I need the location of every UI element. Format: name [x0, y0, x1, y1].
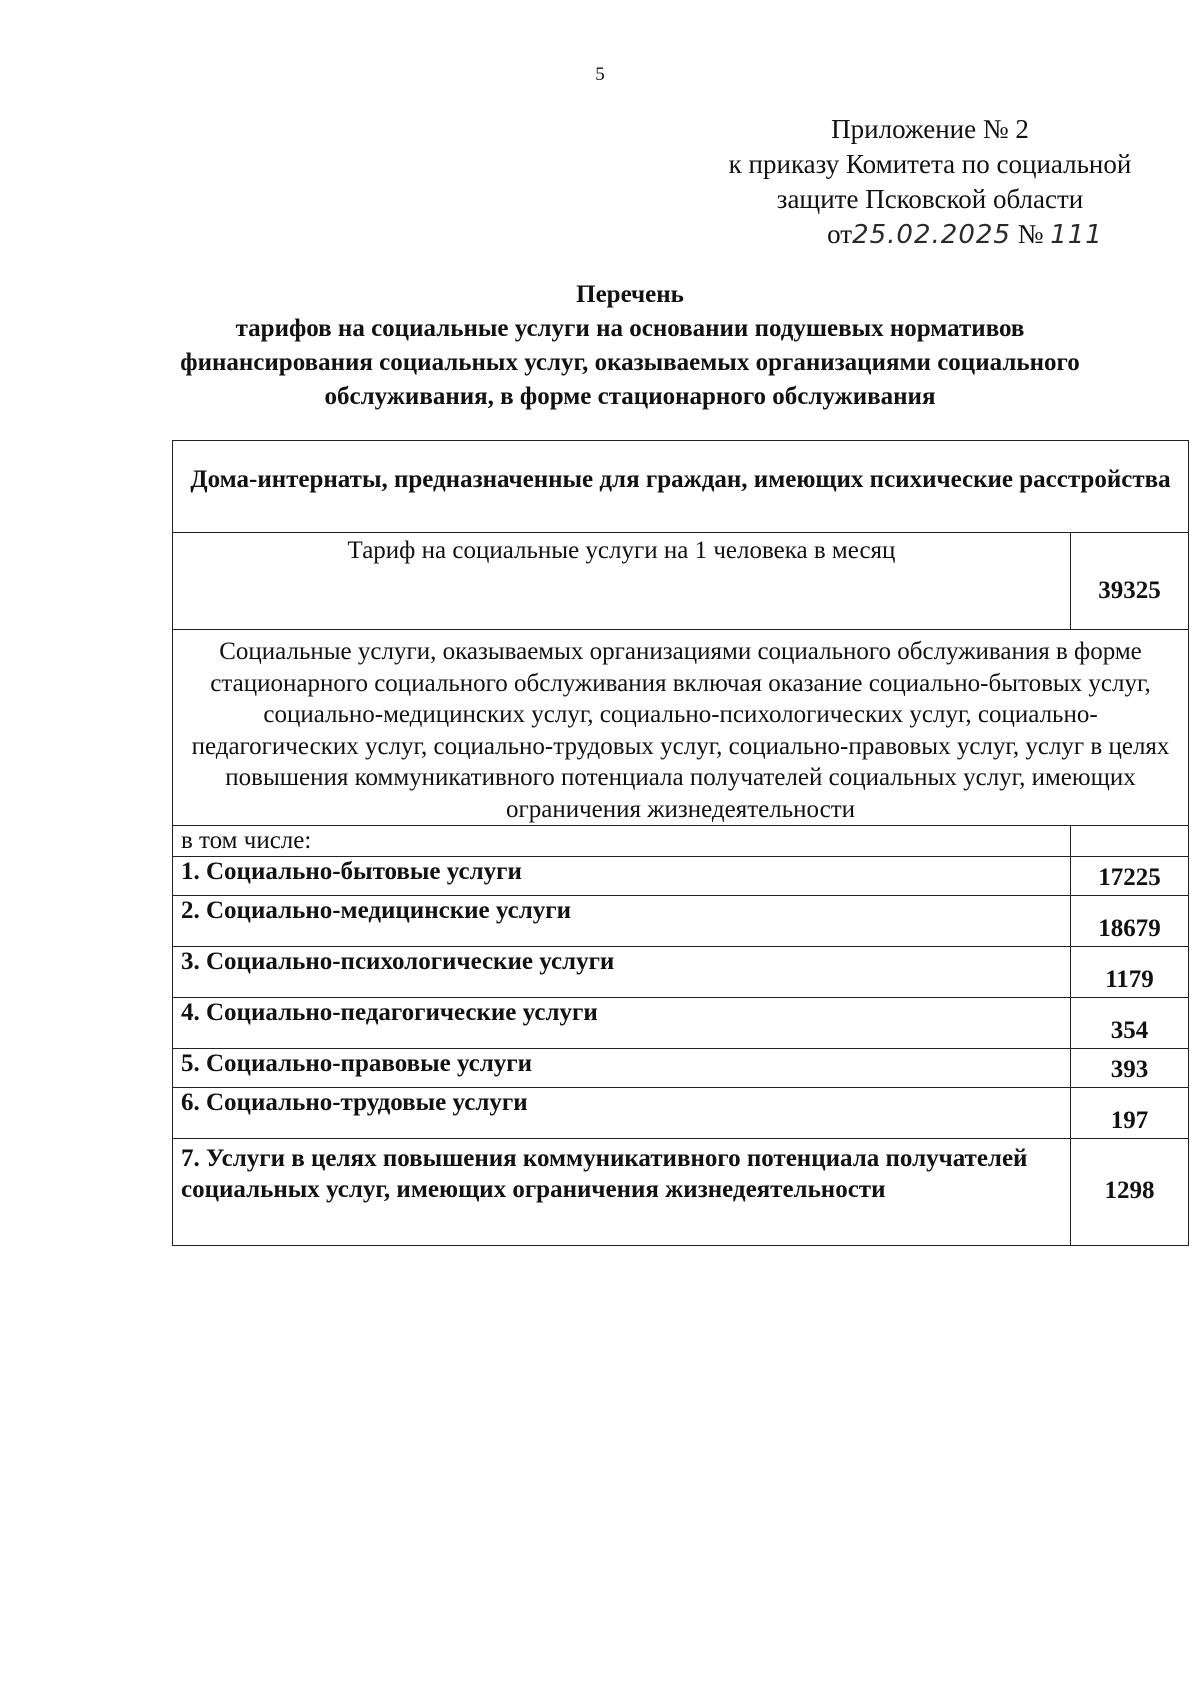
table-row [173, 1088, 1189, 1139]
appendix-order-line: к приказу Комитета по социальной [728, 149, 1132, 179]
table-header-row [173, 441, 1189, 533]
date-prefix: от [827, 219, 853, 249]
appendix-committee-line: защите Псковской области [776, 184, 1084, 214]
service-value: 354 [1071, 998, 1189, 1049]
document-title: Перечень [576, 281, 684, 308]
page-number: 5 [595, 64, 605, 85]
table-row [173, 1049, 1189, 1088]
table-row [173, 947, 1189, 998]
handwritten-date: 25.02.2025 [852, 220, 1011, 250]
tariff-table [172, 440, 1189, 1246]
service-label: 3. Социально-психологические услуги [173, 947, 1071, 998]
table-header-cell: Дома-интернаты, предназначенные для граждан, имеющих психические расстройства [173, 441, 1189, 533]
service-label: 6. Социально-трудовые услуги [173, 1088, 1071, 1139]
appendix-block [690, 112, 1170, 253]
service-value: 393 [1071, 1049, 1189, 1088]
service-label: 5. Социально-правовые услуги [173, 1049, 1071, 1088]
tariff-value: 39325 [1071, 533, 1189, 630]
including-row [173, 826, 1189, 857]
tariff-row [173, 533, 1189, 630]
service-value: 197 [1071, 1088, 1189, 1139]
table-row [173, 1139, 1189, 1246]
handwritten-number: 111 [1050, 220, 1103, 250]
description-row [173, 630, 1189, 826]
document-title-block [180, 278, 1080, 414]
table-row [173, 857, 1189, 896]
appendix-date-line [760, 217, 1170, 253]
including-empty-cell [1071, 826, 1189, 857]
service-value: 17225 [1071, 857, 1189, 896]
service-label: 7. Услуги в целях повышения коммуникативного потенциала получателей социальных услуг, имеющих ограничения жизнедеятельности [173, 1139, 1071, 1246]
service-label: 1. Социально-бытовые услуги [173, 857, 1071, 896]
service-value: 1298 [1071, 1139, 1189, 1246]
service-label: 2. Социально-медицинские услуги [173, 896, 1071, 947]
appendix-title: Приложение № 2 [831, 114, 1029, 144]
table-row [173, 896, 1189, 947]
including-label: в том числе: [173, 826, 1071, 857]
service-value: 1179 [1071, 947, 1189, 998]
tariff-label: Тариф на социальные услуги на 1 человека в месяц [173, 533, 1071, 630]
service-value: 18679 [1071, 896, 1189, 947]
service-label: 4. Социально-педагогические услуги [173, 998, 1071, 1049]
number-prefix: № [1017, 219, 1044, 249]
document-subtitle: тарифов на социальные услуги на основании подушевых нормативов финансирования социальных услуг, оказываемых организациями социального обслуживания, в форме стационарного обслуживания [180, 315, 1080, 410]
description-cell: Социальные услуги, оказываемых организациями социального обслуживания в форме стационарного социального обслуживания включая оказание социально-бытовых услуг, социально-медицинских услуг, социально-психологических услуг, социально-педагогических услуг, социально-трудовых услуг, социально-правовых услуг, услуг в целях повышения коммуникативного потенциала получателей социальных услуг, имеющих ограничения жизнедеятельности [173, 630, 1189, 826]
table-row [173, 998, 1189, 1049]
